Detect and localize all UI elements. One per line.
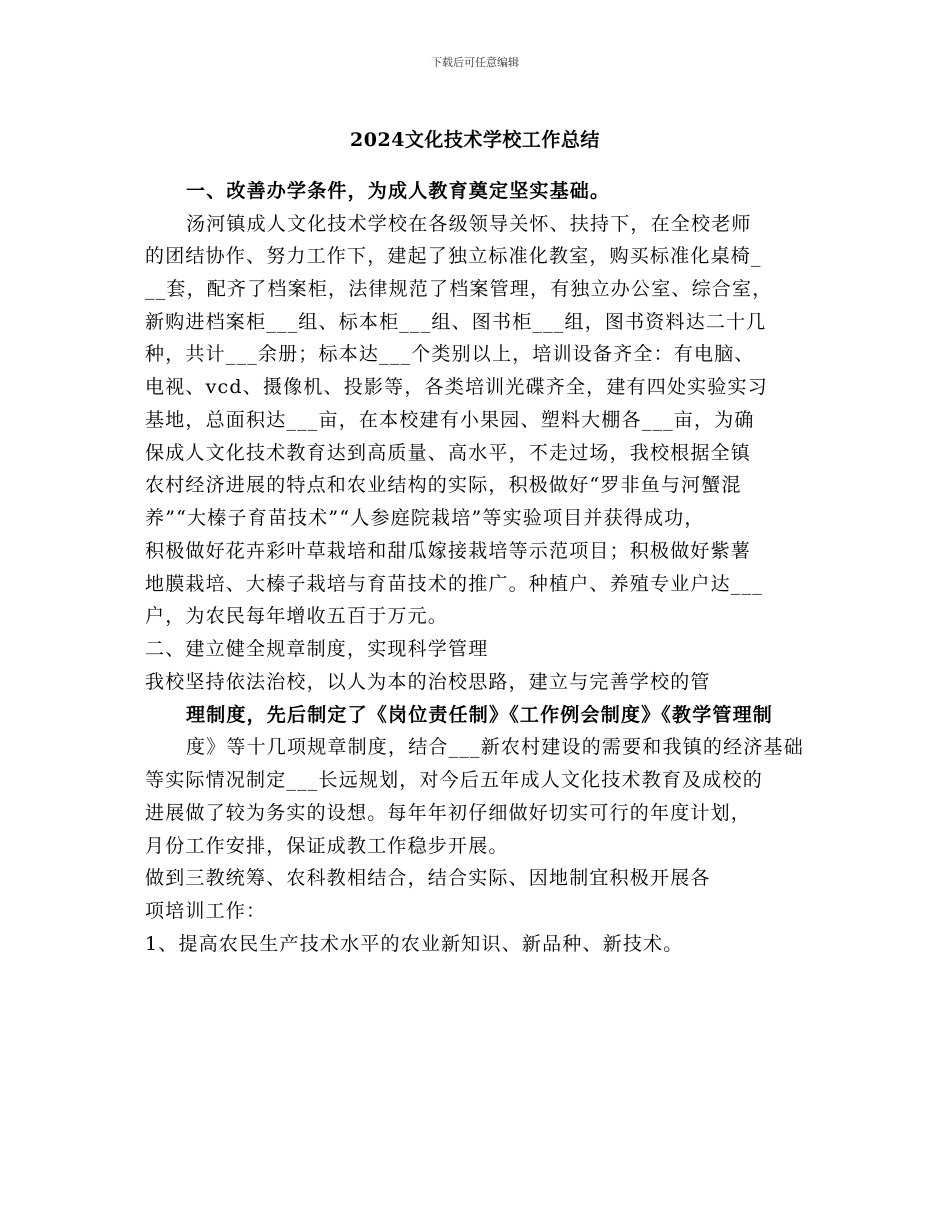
paragraph-line: 月份工作安排，保证成教工作稳步开展。: [145, 835, 509, 857]
paragraph-line: __套，配齐了档案柜，法律规范了档案管理，有独立办公室、综合室，: [145, 278, 773, 300]
paragraph-line: 项培训工作：: [145, 900, 267, 922]
paragraph-line: 进展做了较为务实的设想。每年年初仔细做好切实可行的年度计划，: [145, 802, 752, 824]
paragraph-line: 做到三教统筹、农科教相结合，结合实际、因地制宜积极开展各: [145, 867, 711, 889]
paragraph-line: 等实际情况制定___长远规划，对今后五年成人文化技术教育及成校的: [145, 769, 763, 791]
paragraph-line: 农村经济进展的特点和农业结构的实际，积极做好“罗非鱼与河蟹混: [145, 474, 742, 496]
paragraph-line: 1、提高农民生产技术水平的农业新知识、新品种、新技术。: [145, 933, 684, 955]
paragraph-line: 电视、vcd、摄像机、投影等，各类培训光碟齐全，建有四处实验实习: [145, 376, 768, 398]
paragraph-line: 汤河镇成人文化技术学校在各级领导关怀、扶持下，在全校老师: [186, 213, 752, 235]
paragraph-line: 积极做好花卉彩叶草栽培和甜瓜嫁接栽培等示范项目；积极做好紫薯: [145, 540, 752, 562]
paragraph-line: 的团结协作、努力工作下，建起了独立标准化教室，购买标准化桌椅_: [145, 245, 762, 267]
section-heading-2: 理制度，先后制定了《岗位责任制》《工作例会制度》《教学管理制: [186, 704, 774, 726]
paragraph-line: 新购进档案柜___组、标本柜___组、图书柜___组，图书资料达二十几: [145, 311, 767, 333]
paragraph-line: 地膜栽培、大榛子栽培与育苗技术的推广。种植户、养殖专业户达___: [145, 573, 763, 595]
paragraph-line: 度》等十几项规章制度，结合___新农村建设的需要和我镇的经济基础: [186, 736, 804, 758]
header-note: 下载后可任意编辑: [431, 56, 519, 69]
paragraph-line: 户，为农民每年增收五百于万元。: [145, 605, 449, 627]
paragraph-line: 种，共计___余册；标本达___个类别以上，培训设备齐全：有电脑、: [145, 343, 755, 365]
paragraph-line: 二、建立健全规章制度，实现科学管理: [145, 638, 489, 660]
paragraph-line: 保成人文化技术教育达到高质量、高水平，不走过场，我校根据全镇: [145, 442, 752, 464]
paragraph-line: 我校坚持依法治校，以人为本的治校思路，建立与完善学校的管: [145, 671, 711, 693]
paragraph-line: 基地，总面积达___亩，在本校建有小果园、塑料大棚各___亩，为确: [145, 409, 755, 431]
paragraph-line: 养”“大榛子育苗技术”“人参庭院栽培”等实验项目并获得成功，: [145, 507, 705, 529]
section-heading-1: 一、改善办学条件，为成人教育奠定坚实基础。: [186, 180, 611, 202]
document-title: 2024文化技术学校工作总结: [350, 129, 600, 151]
